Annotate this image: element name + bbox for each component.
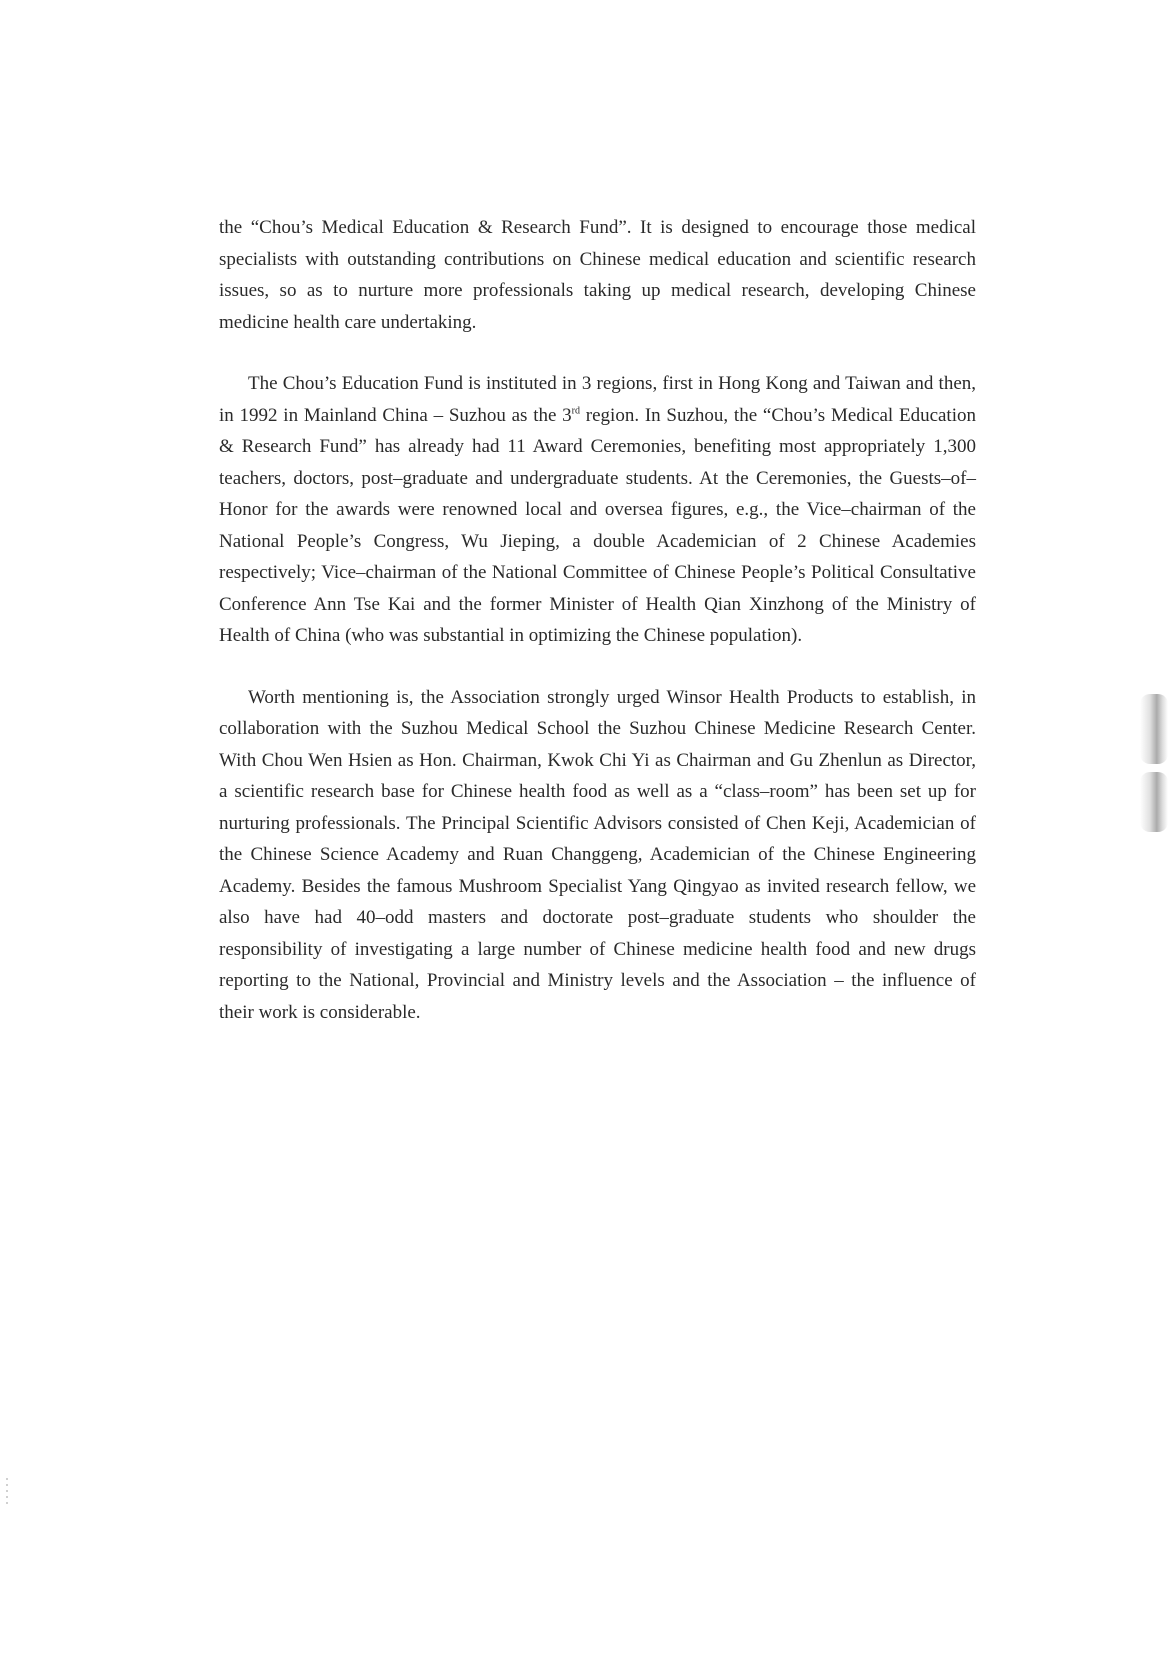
paragraph-2-text-b: region. In Suzhou, the “Chou’s Medical Education & Research Fund” has already had 11 Award Ceremonies, benefiting most appropriately 1,300 teachers, doctors, post–graduate and undergraduate students. At the Ceremonies, the Guests–of–Honor for the awards were renowned local and oversea figures, e.g., the Vice–chairman of the National People’s Congress, Wu Jieping, a double Academician of 2 Chinese Academies respectively; Vice–chairman of the National Committee of Chinese People’s Political Consultative Conference Ann Tse Kai and the former Minister of Health Qian Xinzhong of the Ministry of Health of China (who was substantial in optimizing the Chinese population). [219, 404, 976, 646]
body-text [219, 212, 976, 1028]
paragraph-2-text-a: The Chou’s Education Fund is instituted in 3 regions, first in Hong Kong and Taiwan and then, in 1992 in Mainland China – Suzhou as the 3 [219, 373, 976, 426]
scan-margin-mark [6, 1478, 8, 1504]
ordinal-suffix: rd [571, 405, 581, 417]
scan-edge-mark-lower [1140, 772, 1168, 832]
paragraph-1: the “Chou’s Medical Education & Research Fund”. It is designed to encourage those medical specialists with outstanding contributions on Chinese medical education and scientific research issues, so as to nurture more professionals taking up medical research, developing Chinese medicine health care undertaking. [219, 217, 976, 333]
scan-edge-mark-upper [1140, 694, 1168, 764]
paragraph-2 [219, 368, 976, 652]
paragraph-3: Worth mentioning is, the Association strongly urged Winsor Health Products to establish, in collaboration with the Suzhou Medical School the Suzhou Chinese Medicine Research Center. With Chou Wen Hsien as Hon. Chairman, Kwok Chi Yi as Chairman and Gu Zhenlun as Director, a scientific research base for Chinese health food as well as a “class–room” has been set up for nurturing professionals. The Principal Scientific Advisors consisted of Chen Keji, Academician of the Chinese Science Academy and Ruan Changgeng, Academician of the Chinese Engineering Academy. Besides the famous Mushroom Specialist Yang Qingyao as invited research fellow, we also have had 40–odd masters and doctorate post–graduate students who shoulder the responsibility of investigating a large number of Chinese medicine health food and new drugs reporting to the National, Provincial and Ministry levels and the Association – the influence of their work is considerable. [219, 686, 976, 1023]
